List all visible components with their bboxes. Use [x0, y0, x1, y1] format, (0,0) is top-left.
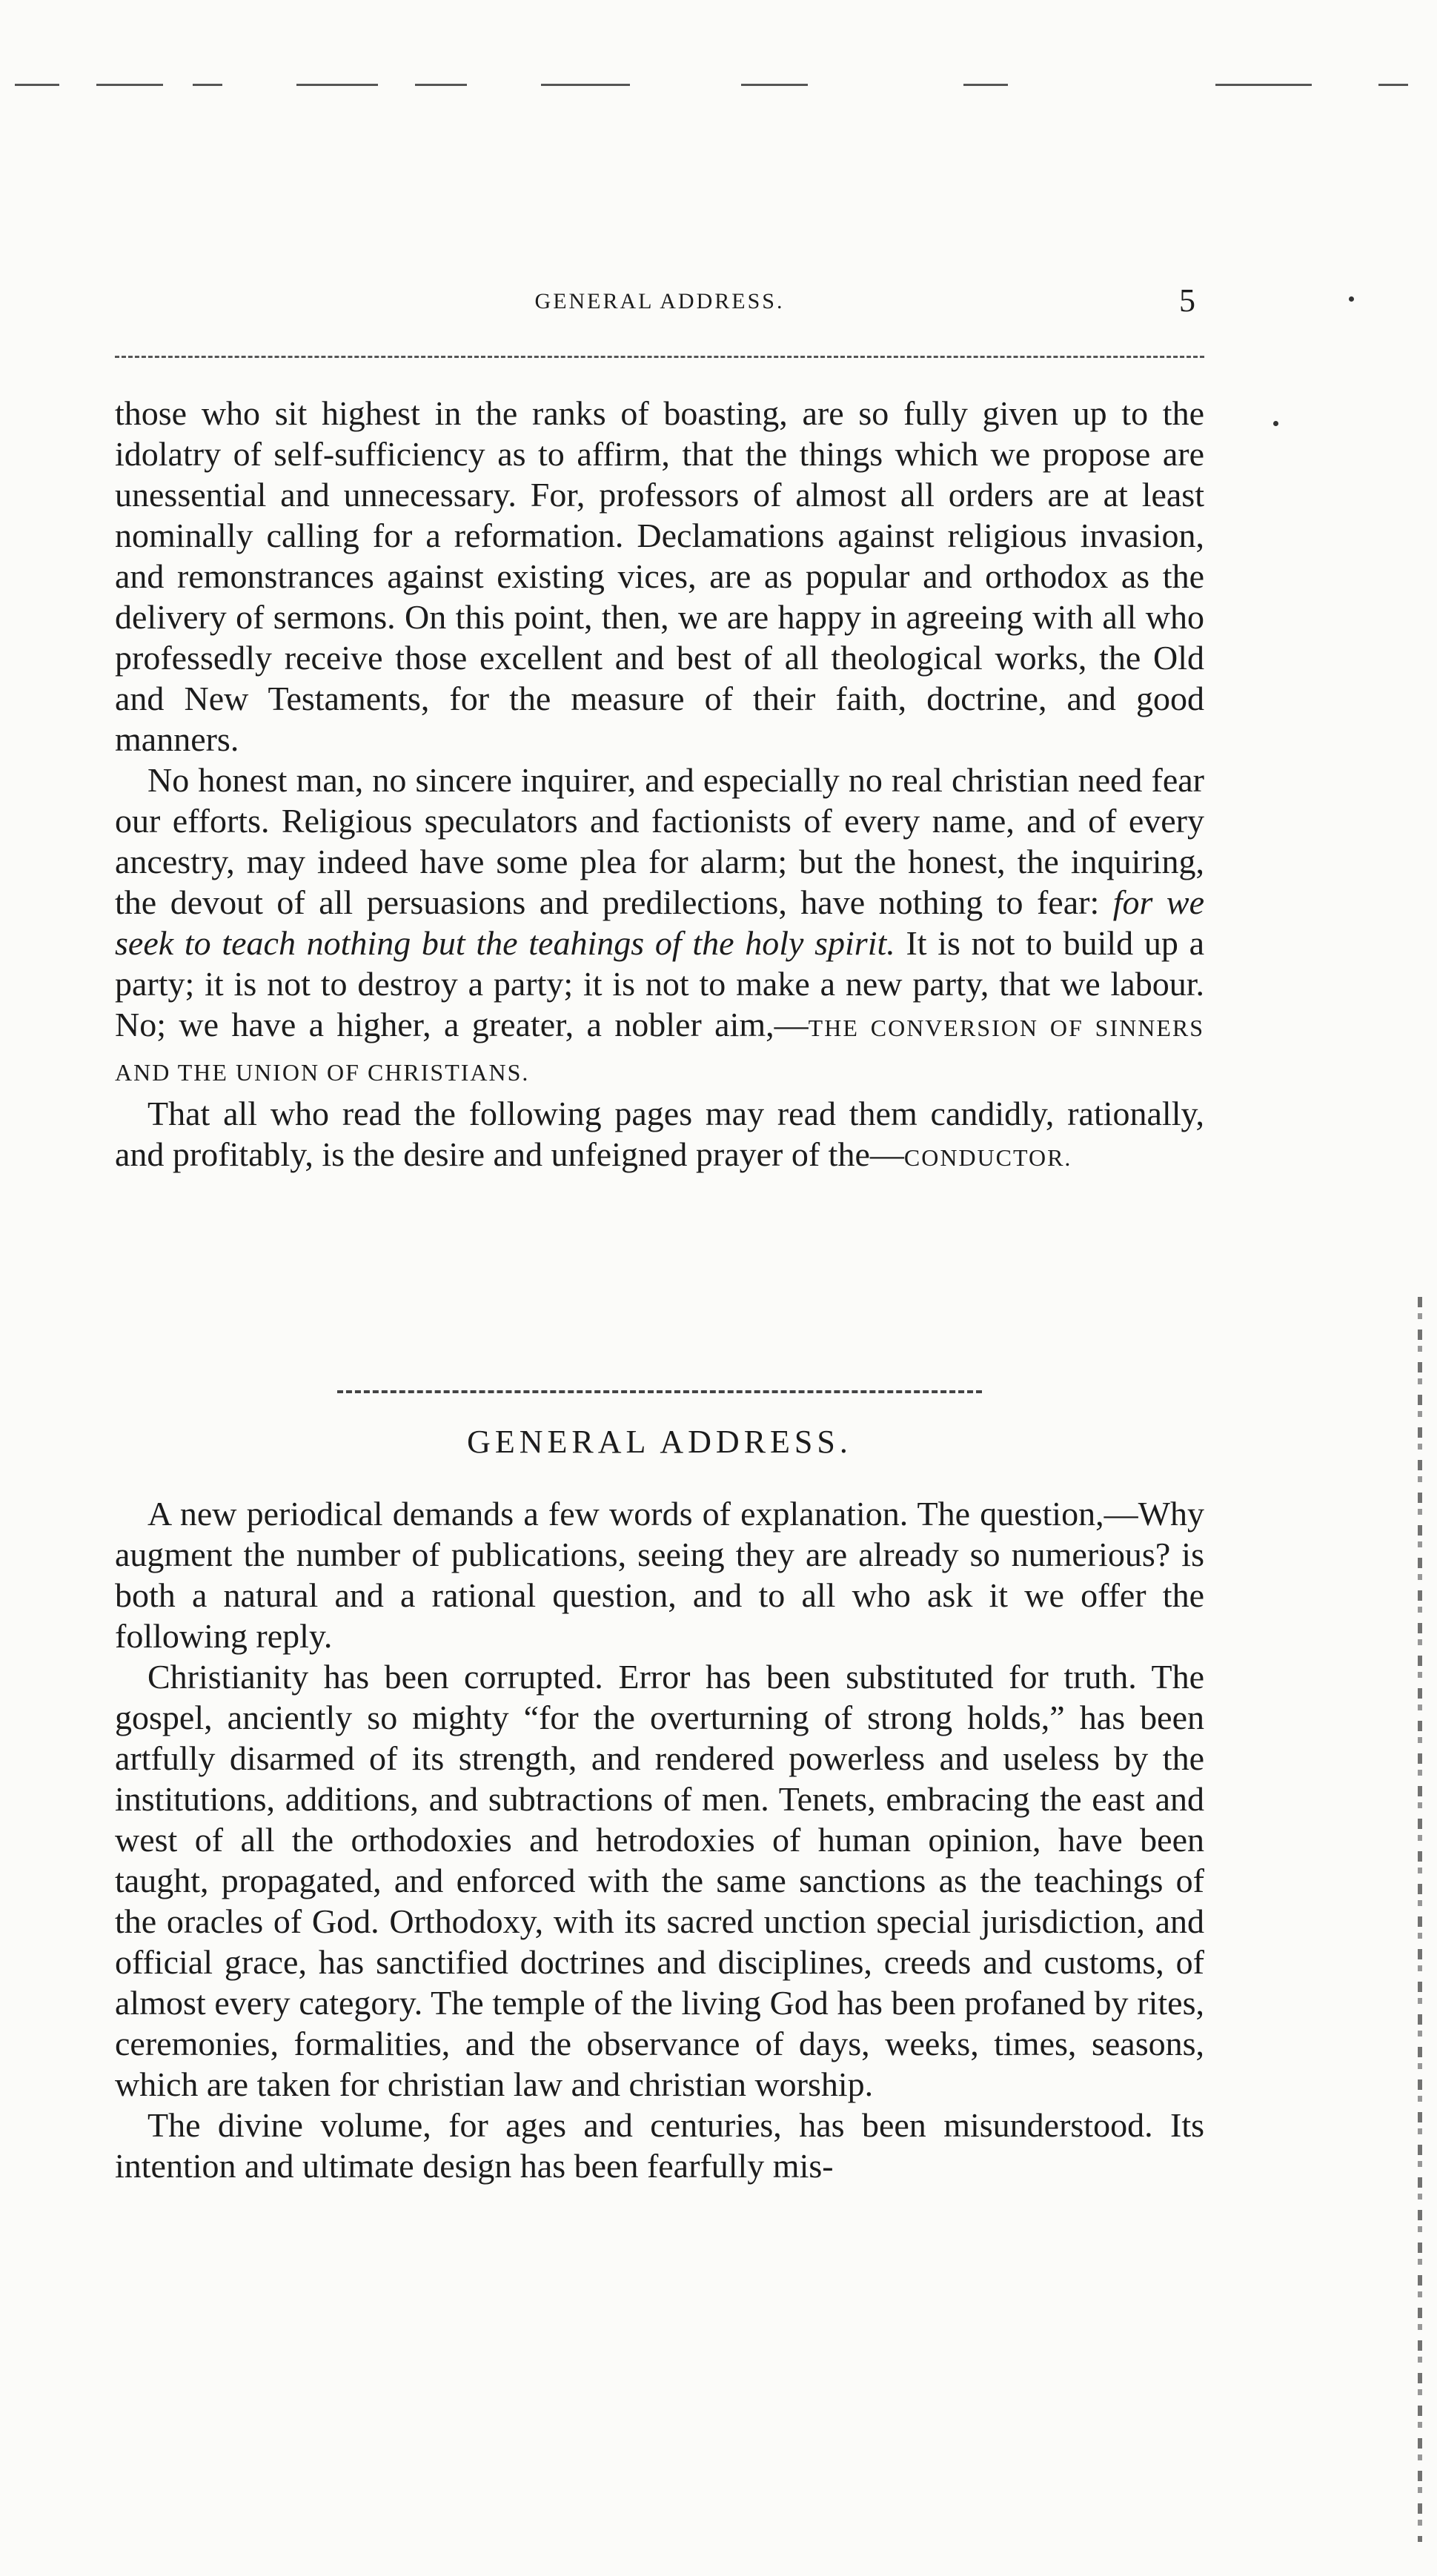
paragraph: A new periodical demands a few words of explanation. The question,—Why augment the number of publications, seeing they are already so numerious? is both a natural and a rational question, and to all who ask it we offer the following reply.	[115, 1495, 1204, 1655]
section-text	[115, 1493, 1204, 2186]
italic-text: for we seek to teach nothing but the teahings of the holy spirit.	[115, 883, 1205, 962]
small-caps-text: THE CONVERSION OF SINNERS AND THE UNION OF CHRISTIANS.	[115, 1015, 1205, 1086]
paragraph: Christianity has been corrupted. Error has been substituted for truth. The gospel, anciently so mighty “for the overturning of strong holds,” has been artfully disarmed of its strength, and rendered powerless and useless by the institutions, additions, and subtractions of men. Tenets, embracing the east and west of all the orthodoxies and hetrodoxies of human opinion, have been taught, propagated, and enforced with the same sanctions as the teachings of the oracles of God. Orthodoxy, with its sacred unction special jurisdiction, and official grace, has sanctified doctrines and disciplines, creeds and customs, of almost every category. The temple of the living God has been profaned by rites, ceremonies, formalities, and the observance of days, weeks, times, seasons, which are taken for christian law and christian worship.	[115, 1658, 1204, 2103]
paragraph	[115, 760, 1204, 1093]
scan-artifact-edge	[1418, 1297, 1422, 2542]
page-number: 5	[1179, 282, 1195, 319]
section-title: GENERAL ADDRESS.	[467, 1424, 852, 1460]
scan-dot	[1273, 421, 1278, 426]
header-rule	[115, 356, 1204, 358]
book-page	[115, 0, 1204, 2576]
signature-conductor: CONDUCTOR.	[903, 1144, 1072, 1171]
paragraph-text: That all who read the following pages may read them candidly, rationally, and profitably, is the desire and unfeigned prayer of the—	[115, 1095, 1204, 1173]
paragraph	[115, 1093, 1204, 1178]
page-header	[115, 282, 1204, 326]
preface-text	[115, 393, 1204, 1178]
section-divider	[115, 1386, 1204, 1401]
running-head: GENERAL ADDRESS.	[534, 289, 785, 313]
scan-dot	[1349, 296, 1354, 302]
paragraph-text: No honest man, no sincere inquirer, and especially no real christian need fear our efforts. Religious speculators and factionists of every name, and of every ancestry, may indeed have some plea for alarm; but the honest, the inquiring, the devout of all persuasions and predilections, have nothing to fear:	[115, 761, 1204, 921]
paragraph-text: It is not to build up a party; it is not to destroy a party; it is not to make a new party, that we labour. No; we have a higher, a greater, a nobler aim,—	[115, 924, 1204, 1043]
paragraph: The divine volume, for ages and centuries, has been misunderstood. Its intention and ultimate design has been fearfully mis-	[115, 2106, 1204, 2185]
paragraph: those who sit highest in the ranks of boasting, are so fully given up to the idolatry of self-sufficiency as to affirm, that the things which we propose are unessential and unnecessary. For, professors of almost all orders are at least nominally calling for a reformation. Declamations against religious invasion, and remonstrances against existing vices, are as popular and orthodox as the delivery of sermons. On this point, then, we are happy in agreeing with all who professedly receive those excellent and best of all theological works, the Old and New Testaments, for the measure of their faith, doctrine, and good manners.	[115, 394, 1204, 758]
